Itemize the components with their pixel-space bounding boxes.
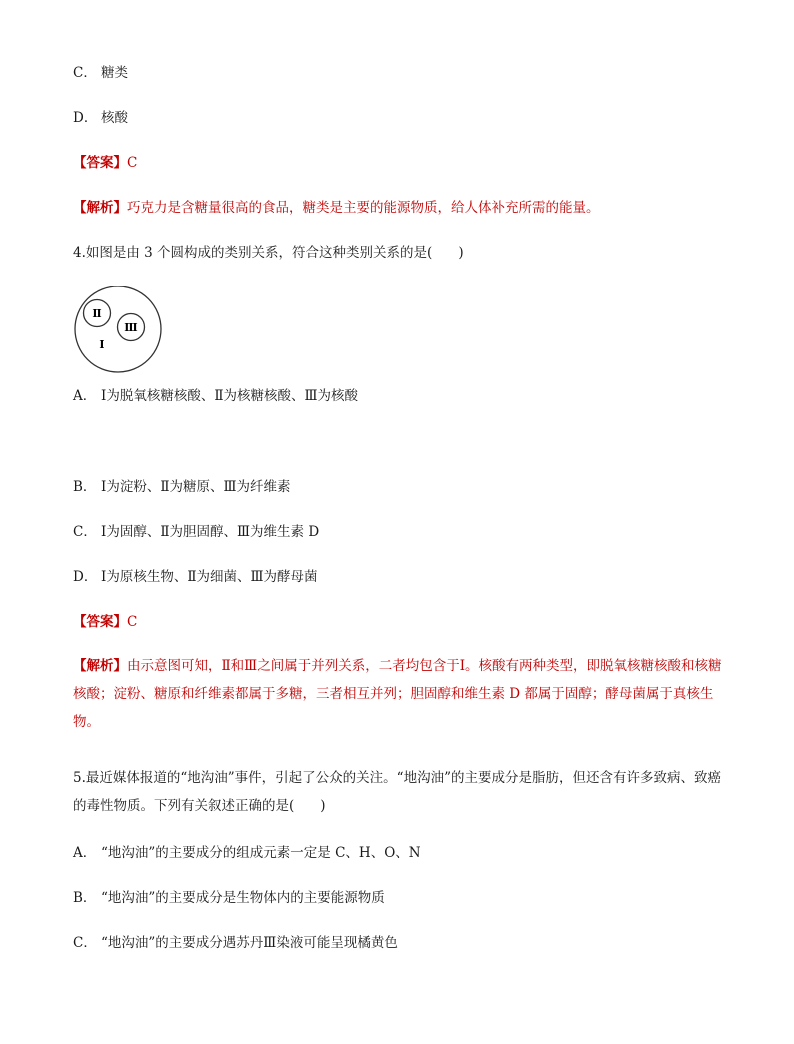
option-letter: A． — [73, 845, 97, 861]
option-letter: A． — [73, 388, 97, 404]
q5-stem-close: ) — [320, 798, 326, 814]
option-text: Ⅰ为原核生物、Ⅱ为细菌、Ⅲ为酵母菌 — [101, 569, 318, 585]
option-letter: B． — [73, 890, 97, 906]
option-text: “地沟油”的主要成分是生物体内的主要能源物质 — [101, 890, 385, 906]
option-text: 糖类 — [101, 65, 128, 81]
option-letter: C． — [73, 935, 97, 951]
q4-stem — [73, 243, 464, 263]
answer-tag: 【答案】 — [73, 614, 127, 630]
q3-option-d — [73, 108, 128, 128]
q3-answer — [73, 153, 137, 173]
option-text: 核酸 — [101, 110, 128, 126]
option-text: Ⅰ为固醇、Ⅱ为胆固醇、Ⅲ为维生素 D — [101, 524, 320, 540]
label-outer: Ⅰ — [99, 338, 105, 351]
q5-option-b — [73, 888, 385, 908]
q5-option-c — [73, 933, 398, 953]
analysis-tag: 【解析】 — [73, 658, 127, 674]
q4-answer — [73, 612, 137, 632]
option-text: Ⅰ为脱氧核糖核酸、Ⅱ为核糖核酸、Ⅲ为核酸 — [101, 388, 359, 404]
q4-option-d — [73, 567, 318, 587]
q5-stem-text: 5.最近媒体报道的“地沟油”事件，引起了公众的关注。“地沟油”的主要成分是脂肪，但还含有许多致病、致癌的毒性物质。下列有关叙述正确的是( — [73, 770, 721, 814]
q4-option-a — [73, 386, 358, 406]
q4-analysis — [73, 652, 733, 736]
label-inner-b: Ⅲ — [124, 321, 138, 334]
q4-stem-text: 4.如图是由 3 个圆构成的类别关系，符合这种类别关系的是( — [73, 245, 433, 261]
option-letter: B． — [73, 479, 97, 495]
q4-option-b — [73, 477, 291, 497]
option-letter: C． — [73, 524, 97, 540]
label-inner-a: Ⅱ — [92, 307, 102, 320]
q4-stem-close: ) — [458, 245, 464, 261]
option-letter: C． — [73, 65, 97, 81]
analysis-text: 巧克力是含糖量很高的食品，糖类是主要的能源物质，给人体补充所需的能量。 — [127, 200, 600, 216]
answer-value: C — [127, 155, 138, 171]
q5-option-a — [73, 843, 421, 863]
q5-stem — [73, 764, 733, 820]
q3-option-c — [73, 63, 128, 83]
q3-analysis — [73, 198, 600, 218]
analysis-text: 由示意图可知，Ⅱ和Ⅲ之间属于并列关系，二者均包含于Ⅰ。核酸有两种类型，即脱氧核糖核酸和核糖核酸；淀粉、糖原和纤维素都属于多糖，三者相互并列；胆固醇和维生素 D 都属于固醇；酵母菌属于真核生物。 — [73, 658, 722, 730]
option-text: “地沟油”的主要成分的组成元素一定是 C、H、O、N — [101, 845, 421, 861]
q4-option-c — [73, 522, 319, 542]
option-letter: D． — [73, 569, 98, 585]
option-text: Ⅰ为淀粉、Ⅱ为糖原、Ⅲ为纤维素 — [101, 479, 291, 495]
option-text: “地沟油”的主要成分遇苏丹Ⅲ染液可能呈现橘黄色 — [101, 935, 398, 951]
answer-value: C — [127, 614, 138, 630]
venn-diagram — [71, 286, 167, 374]
answer-tag: 【答案】 — [73, 155, 127, 171]
option-letter: D． — [73, 110, 98, 126]
analysis-tag: 【解析】 — [73, 200, 127, 216]
